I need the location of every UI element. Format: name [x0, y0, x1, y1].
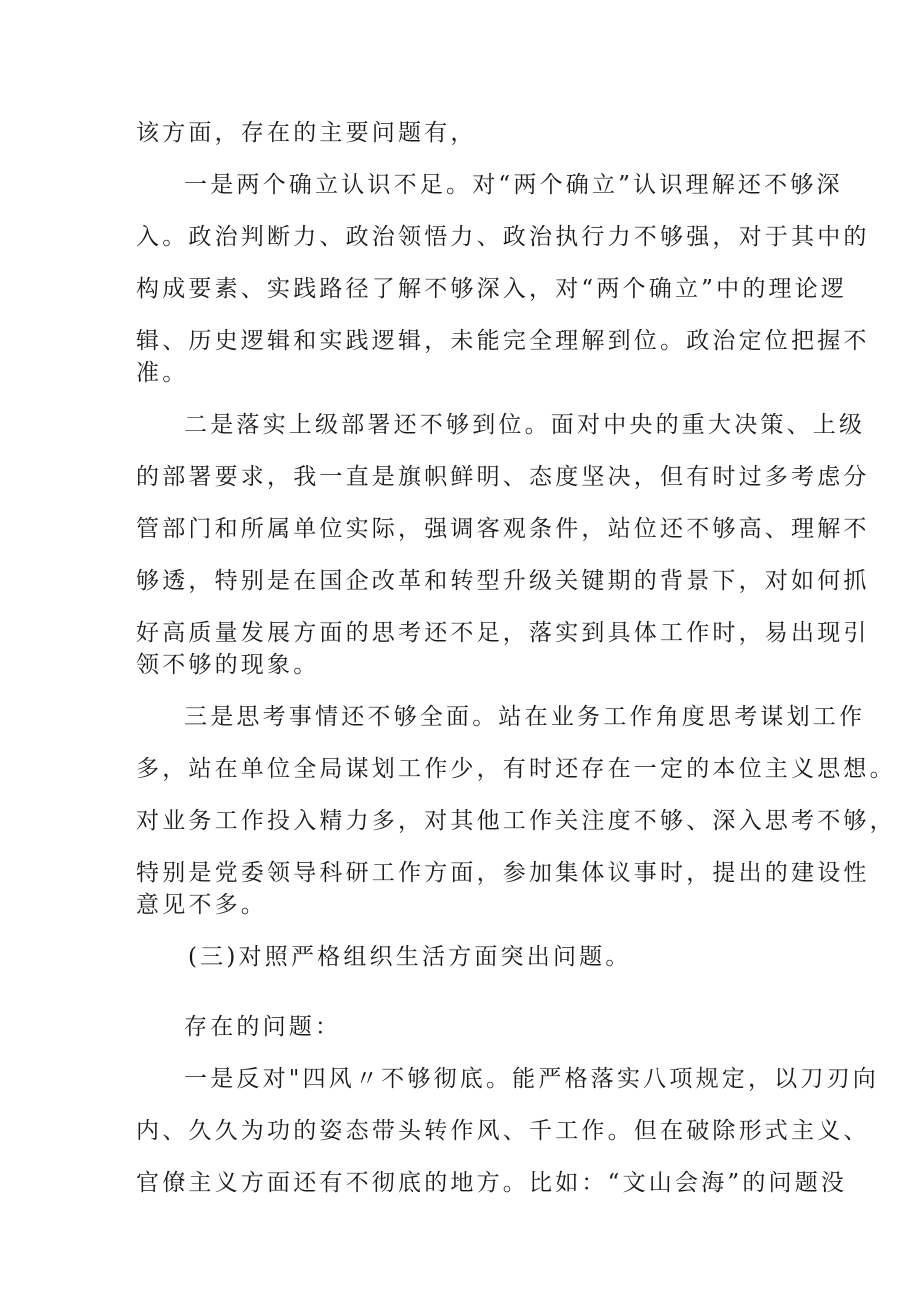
text-line: 一是反对"四风〃不够彻底。能严格落实八项规定，以刀刃向 — [184, 1066, 879, 1092]
section-heading: (三)对照严格组织生活方面突出问题。 — [188, 944, 632, 970]
text-line: 一是两个确立认识不足。对“两个确立”认识理解还不够深 — [184, 172, 843, 198]
text-line: 二是落实上级部署还不够到位。面对中央的重大决策、上级 — [184, 412, 866, 438]
text-line: 官僚主义方面还有不彻底的地方。比如：“文山会海”的问题没 — [136, 1170, 848, 1196]
text-line: 多，站在单位全局谋划工作少，有时还存在一定的本位主义思想。 — [136, 756, 896, 782]
text-line: 管部门和所属单位实际，强调客观条件，站位还不够高、理解不 — [136, 516, 870, 542]
text-line: 的部署要求，我一直是旗帜鲜明、态度坚决，但有时过多考虑分 — [136, 464, 870, 490]
text-line: 对业务工作投入精力多，对其他工作关注度不够、深入思考不够， — [136, 808, 896, 834]
text-line: 好高质量发展方面的思考还不足，落实到具体工作时，易出现引 — [136, 620, 870, 646]
text-line: 该方面，存在的主要问题有， — [136, 120, 477, 146]
text-line: 意见不多。 — [136, 892, 267, 918]
text-line: 入。政治判断力、政治领悟力、政治执行力不够强，对于其中的 — [136, 224, 870, 250]
text-line: 准。 — [136, 360, 189, 386]
text-line: 特别是党委领导科研工作方面，参加集体议事时，提出的建设性 — [136, 860, 870, 886]
text-line: 内、久久为功的姿态带头转作风、千工作。但在破除形式主义、 — [136, 1118, 870, 1144]
text-line: 辑、历史逻辑和实践逻辑，未能完全理解到位。政治定位把握不 — [136, 328, 870, 354]
text-line: 构成要素、实践路径了解不够深入，对“两个确立”中的理论逻 — [136, 276, 848, 302]
text-line: 领不够的现象。 — [136, 652, 320, 678]
text-line: 存在的问题： — [184, 1014, 342, 1040]
text-line: 三是思考事情还不够全面。站在业务工作角度思考谋划工作 — [184, 704, 866, 730]
text-line: 够透，特别是在国企改革和转型升级关键期的背景下，对如何抓 — [136, 568, 870, 594]
